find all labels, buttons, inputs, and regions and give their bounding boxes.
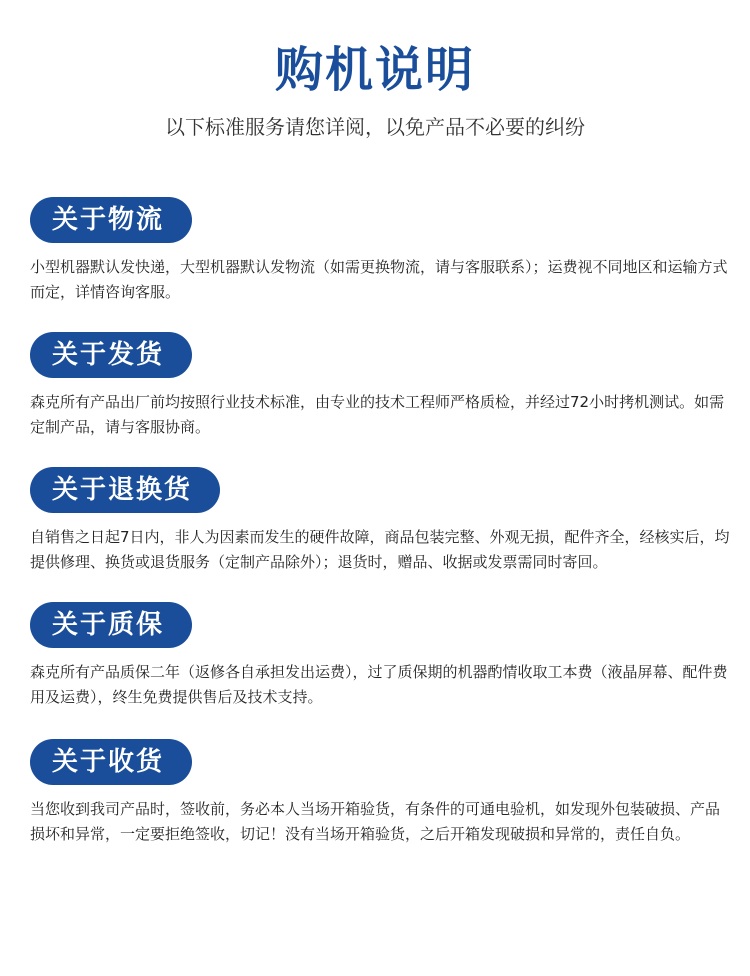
section-text-shipping: 森克所有产品出厂前均按照行业技术标准，由专业的技术工程师严格质检，并经过72小时拷机测试。如需定制产品，请与客服协商。 — [30, 393, 725, 436]
page-subtitle: 以下标准服务请您详阅，以免产品不必要的纠纷 — [165, 115, 585, 139]
section-returns — [30, 467, 734, 575]
section-receiving — [30, 739, 734, 847]
section-warranty — [30, 602, 734, 710]
section-heading-returns: 关于退换货 — [30, 467, 220, 513]
section-logistics — [30, 197, 734, 305]
section-heading-receiving: 关于收货 — [30, 739, 192, 785]
section-shipping — [30, 332, 734, 440]
section-heading-warranty: 关于质保 — [30, 602, 192, 648]
section-text-receiving: 当您收到我司产品时，签收前，务必本人当场开箱验货，有条件的可通电验机，如发现外包装破损、产品损坏和异常，一定要拒绝签收，切记！没有当场开箱验货，之后开箱发现破损和异常的，责任自负。 — [30, 800, 721, 843]
page-title: 购机说明 — [274, 42, 475, 98]
section-text-returns: 自销售之日起7日内，非人为因素而发生的硬件故障，商品包装完整、外观无损，配件齐全，经核实后，均提供修理、换货或退货服务（定制产品除外）；退货时，赠品、收据或发票需同时寄回。 — [30, 528, 730, 571]
section-heading-logistics: 关于物流 — [30, 197, 192, 243]
section-text-logistics: 小型机器默认发快递，大型机器默认发物流（如需更换物流，请与客服联系）；运费视不同地区和运输方式而定，详情咨询客服。 — [30, 258, 728, 301]
section-heading-shipping: 关于发货 — [30, 332, 192, 378]
section-text-warranty: 森克所有产品质保二年（返修各自承担发出运费），过了质保期的机器酌情收取工本费（液晶屏幕、配件费用及运费），终生免费提供售后及技术支持。 — [30, 663, 728, 706]
